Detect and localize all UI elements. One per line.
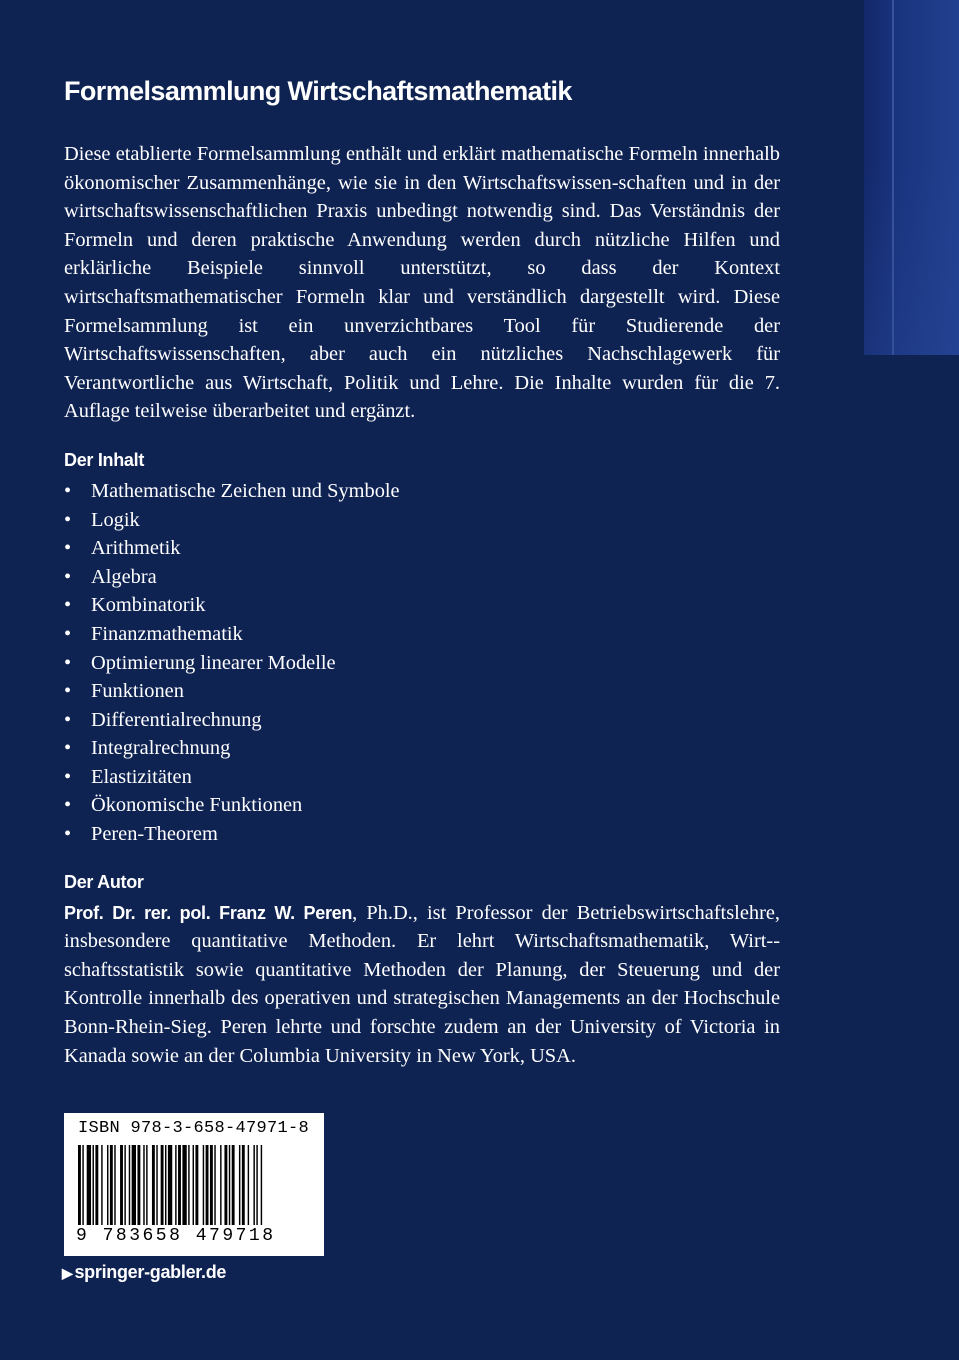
- barcode-bar: [152, 1145, 155, 1225]
- barcode-bar: [253, 1145, 254, 1225]
- barcode-bar: [175, 1145, 176, 1225]
- list-item-label: Algebra: [91, 565, 157, 588]
- barcode-bar: [261, 1145, 262, 1225]
- barcode-bar: [256, 1145, 257, 1225]
- list-item: [64, 620, 780, 649]
- barcode-bar: [193, 1145, 194, 1225]
- list-item: [64, 534, 780, 563]
- barcode-bar: [107, 1145, 108, 1225]
- barcode-bar: [101, 1145, 102, 1225]
- bullet-icon: •: [64, 794, 72, 817]
- barcode-digits: 9 783658 479718: [76, 1226, 276, 1246]
- author-bio-paragraph: [64, 899, 780, 1071]
- bullet-icon: •: [64, 537, 72, 560]
- barcode-bar: [110, 1145, 113, 1225]
- barcode-bar: [206, 1145, 209, 1225]
- book-description: Diese etablierte Formelsammlung enthält und erklärt mathematische Formeln innerhalb ökonomischer Zusammenhänge, wie sie in den Wirtschaftswissen-schaften und in der wirtschaftswissenschaftlichen Praxis unbedingt notwendig sind. Das Verständnis der Formeln und deren praktische Anwendung werden durch nützliche Hilfen und erklärliche Beispiele sinnvoll unterstützt, so dass der Kontext wirtschaftsmathematischer Formeln klar und verständlich dargestellt wird. Diese Formelsammlung ist ein unverzichtbares Tool für Studierende der Wirtschaftswissenschaften, aber auch ein nützliches Nachschlagewerk für Verantwortliche aus Wirtschaft, Politik und Lehre. Die Inhalte wurden für die 7. Auflage teilweise überarbeitet und ergänzt.: [64, 143, 780, 423]
- barcode-bar: [95, 1145, 98, 1225]
- contents-list: [64, 477, 780, 849]
- barcode-bar: [195, 1145, 198, 1225]
- barcode-bar: [168, 1145, 172, 1225]
- list-item: [64, 763, 780, 792]
- barcode-bar: [210, 1145, 213, 1225]
- barcode-bar: [120, 1145, 123, 1225]
- contents-heading: Der Inhalt: [64, 449, 145, 470]
- barcode-bar: [114, 1145, 115, 1225]
- bullet-icon: •: [64, 680, 72, 703]
- bullet-icon: •: [64, 823, 72, 846]
- bullet-icon: •: [64, 737, 72, 760]
- isbn-label: ISBN 978-3-658-47971-8: [78, 1119, 310, 1138]
- barcode-bar: [129, 1145, 130, 1225]
- list-item-label: Funktionen: [91, 680, 184, 703]
- barcode-bar: [220, 1145, 221, 1225]
- author-name: Prof. Dr. rer. pol. Franz W. Peren: [64, 902, 353, 923]
- barcode-bar: [165, 1145, 166, 1225]
- barcode-bar: [248, 1145, 249, 1225]
- bullet-icon: •: [64, 479, 72, 502]
- list-item: [64, 820, 780, 849]
- list-item-label: Ökonomische Funktionen: [91, 794, 303, 817]
- barcode-bars: [76, 1145, 312, 1227]
- book-title: Formelsammlung Wirtschaftsmathematik: [64, 76, 572, 106]
- bullet-icon: •: [64, 508, 72, 531]
- barcode-bar: [161, 1145, 164, 1225]
- list-item-label: Optimierung linearer Modelle: [91, 651, 336, 674]
- author-heading: Der Autor: [64, 871, 144, 892]
- barcode-bar: [224, 1145, 227, 1225]
- author-bio-text: , Ph.D., ist Professor der Betriebswirtschaftslehre, insbesondere quantitative Methoden. Er lehrt Wirtschaftsmathematik, Wirt-schaftsstatistik sowie quantitative Methoden der Planung, der Steuerung und der Kontrolle innerhalb des operativen und strategischen Managements an der Hochschule Bonn-Rhein-Sieg. Peren lehrte und forschte zudem an der University of Victoria in Kanada sowie an der Columbia University in New York, USA.: [64, 901, 781, 1067]
- list-item-label: Elastizitäten: [91, 765, 192, 788]
- back-cover-content: [64, 72, 780, 1070]
- barcode-bar: [124, 1145, 125, 1225]
- barcode-bar: [87, 1145, 91, 1225]
- list-item: [64, 677, 780, 706]
- barcode-bar: [188, 1145, 189, 1225]
- list-item-label: Kombinatorik: [91, 594, 206, 617]
- bullet-icon: •: [64, 651, 72, 674]
- list-item-label: Finanzmathematik: [91, 622, 243, 645]
- barcode-bar: [143, 1145, 144, 1225]
- list-item: [64, 734, 780, 763]
- bullet-icon: •: [64, 622, 72, 645]
- barcode-bar: [229, 1145, 230, 1225]
- list-item: [64, 706, 780, 735]
- list-item: [64, 563, 780, 592]
- barcode-bar: [156, 1145, 157, 1225]
- bullet-icon: •: [64, 565, 72, 588]
- barcode-bar: [182, 1145, 186, 1225]
- website-url: springer-gabler.de: [74, 1262, 227, 1282]
- list-item: [64, 591, 780, 620]
- barcode-bar: [146, 1145, 147, 1225]
- barcode-bar: [214, 1145, 215, 1225]
- list-item: [64, 649, 780, 678]
- list-item: [64, 477, 780, 506]
- barcode-bar: [78, 1145, 81, 1225]
- list-item-label: Arithmetik: [91, 537, 181, 560]
- bullet-icon: •: [64, 594, 72, 617]
- list-item: [64, 791, 780, 820]
- cover-edge-strip: [864, 0, 959, 355]
- bullet-icon: •: [64, 765, 72, 788]
- barcode-bar: [132, 1145, 136, 1225]
- list-item: [64, 506, 780, 535]
- play-arrow-icon: ▶: [62, 1265, 73, 1281]
- bullet-icon: •: [64, 708, 72, 731]
- barcode-bar: [137, 1145, 140, 1225]
- barcode-bar: [178, 1145, 181, 1225]
- barcode-bar: [203, 1145, 204, 1225]
- list-item-label: Integralrechnung: [91, 737, 231, 760]
- barcode-bar: [232, 1145, 235, 1225]
- isbn-barcode: [64, 1113, 324, 1256]
- list-item-label: Peren-Theorem: [91, 823, 218, 846]
- list-item-label: Logik: [91, 508, 140, 531]
- publisher-website[interactable]: [62, 1262, 226, 1283]
- list-item-label: Mathematische Zeichen und Symbole: [91, 479, 400, 502]
- list-item-label: Differentialrechnung: [91, 708, 262, 731]
- barcode-bar: [242, 1145, 245, 1225]
- barcode-bar: [239, 1145, 240, 1225]
- barcode-bar: [82, 1145, 83, 1225]
- barcode-bar: [93, 1145, 94, 1225]
